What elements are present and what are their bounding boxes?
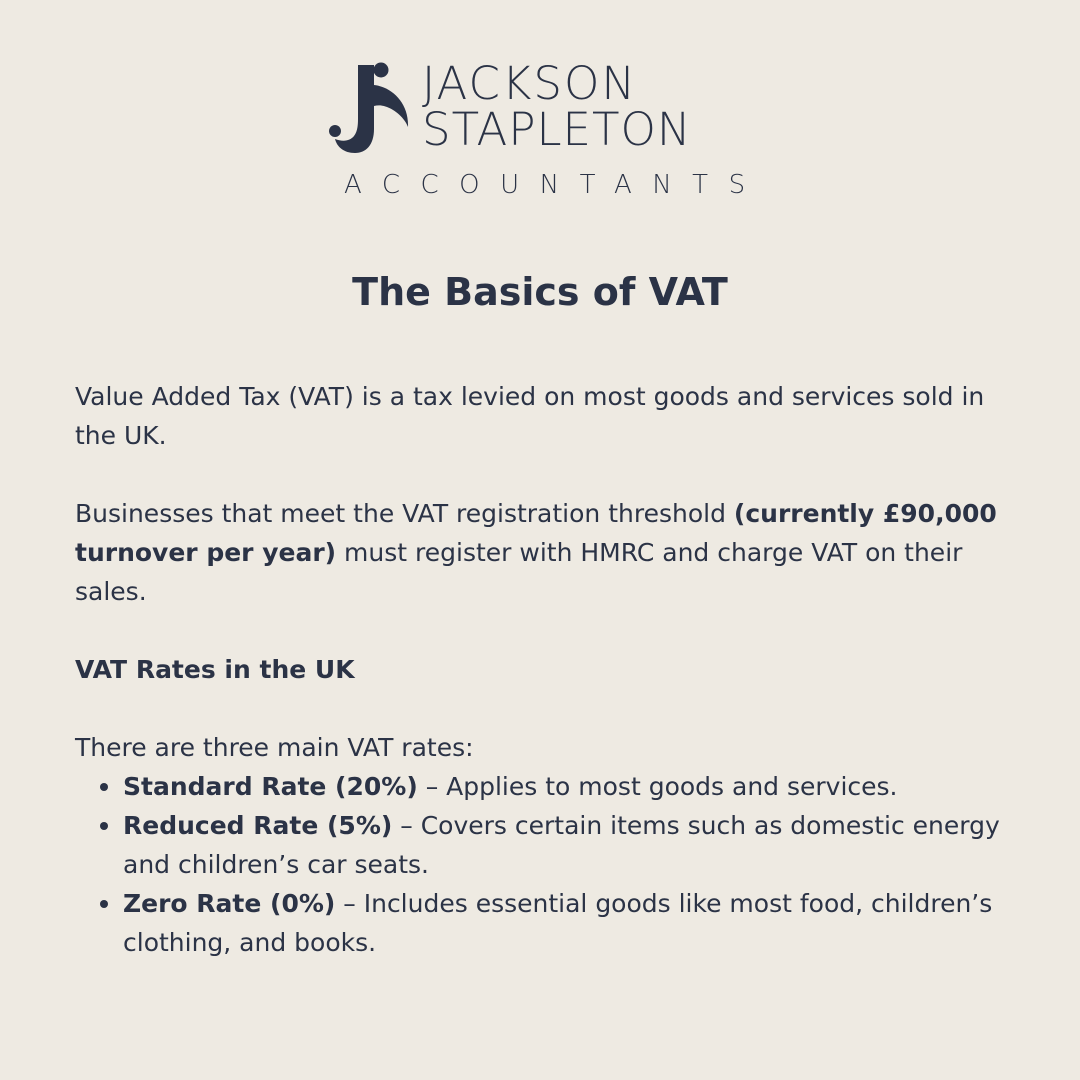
rate-name: Reduced Rate (5%) (123, 811, 393, 840)
rate-description: – Covers certain items such as domestic energy and children’s car seats. (123, 811, 1000, 879)
intro-paragraph: Value Added Tax (VAT) is a tax levied on most goods and services sold in the UK. (75, 382, 985, 450)
article-body (75, 377, 1015, 962)
rates-list (75, 767, 1015, 962)
registration-text-start: Businesses that meet the VAT registration threshold (75, 499, 734, 528)
list-item (123, 767, 1015, 806)
rate-description: – Includes essential goods like most food, children’s clothing, and books. (123, 889, 993, 957)
rates-heading: VAT Rates in the UK (75, 655, 355, 684)
page-title: The Basics of VAT (352, 270, 728, 314)
registration-threshold: (currently £90,000 turnover per year) (75, 499, 997, 567)
rate-name: Standard Rate (20%) (123, 772, 418, 801)
rates-intro: There are three main VAT rates: (75, 733, 474, 762)
logo-wordmark-line2: STAPLETON (422, 103, 692, 156)
list-item (123, 806, 1015, 884)
registration-paragraph (75, 494, 1015, 611)
logo-subtitle: ACCOUNTANTS (344, 170, 766, 200)
company-logo (322, 55, 766, 205)
logo-wordmark-line1: JACKSON (422, 57, 638, 110)
rate-description: – Applies to most goods and services. (417, 772, 898, 801)
list-item (123, 884, 1015, 962)
registration-text-end: must register with HMRC and charge VAT on their sales. (75, 538, 963, 606)
logo-figure-icon (324, 59, 414, 154)
rate-name: Zero Rate (0%) (123, 889, 336, 918)
